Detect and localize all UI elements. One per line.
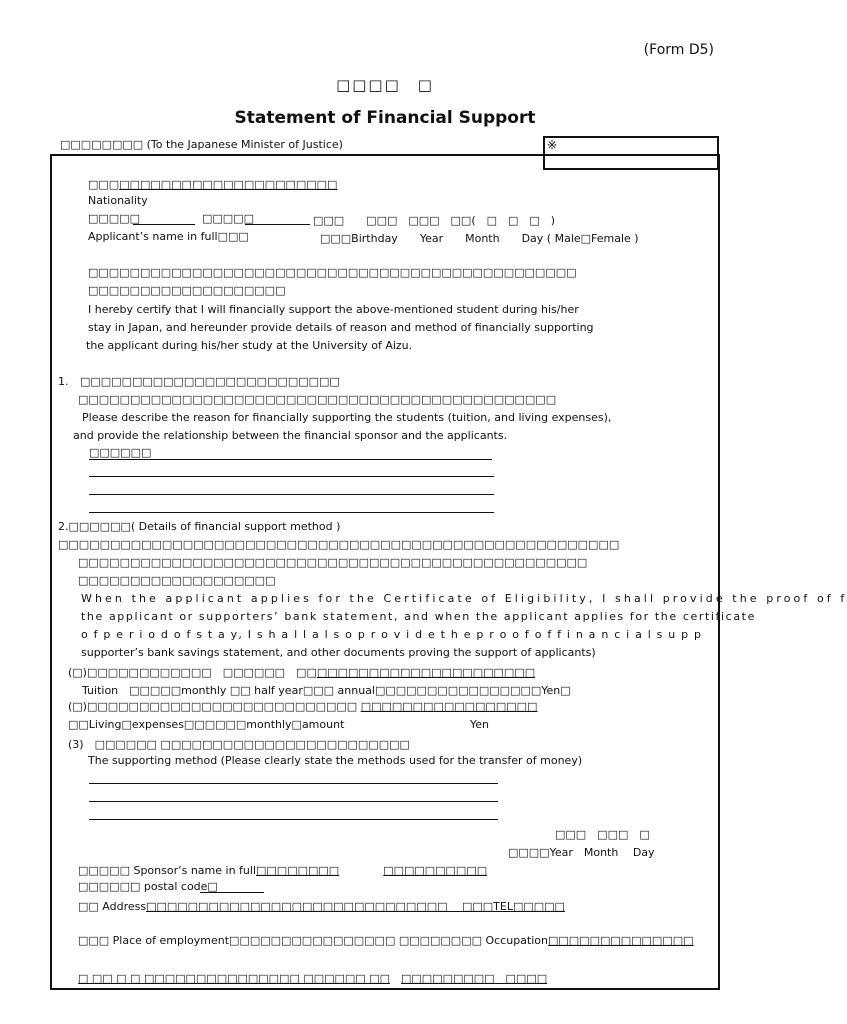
answer-line-1 — [89, 459, 492, 460]
name-underline-1 — [133, 224, 195, 225]
date-jp: □□□ □□□ □ — [555, 828, 650, 841]
section1-desc-jp: □□□□□□□□□□□□□□□□□□□□□□□□□□□□□□□□□□□□□□□□□□□□□□ — [78, 393, 557, 406]
name-underline-2 — [245, 224, 310, 225]
section1-desc-en-2: and provide the relationship between the financial sponsor and the applicants. — [73, 429, 508, 442]
nationality-label: Nationality — [88, 194, 148, 207]
answer-line-4 — [89, 512, 494, 513]
certify-en-3: the applicant during his/her study at the University of Aizu. — [86, 339, 413, 352]
section2-en-1: When the applicant applies for the Certificate of Eligibility, I shall provide the proof of f — [81, 592, 847, 605]
answer-line-3 — [89, 494, 494, 495]
section2-en-2: the applicant or supporters’ bank statement, and when the applicant applies for the certificate — [81, 610, 756, 623]
living-en: □□Living□expenses□□□□□□monthly□amount — [68, 718, 345, 731]
certify-jp-2: □□□□□□□□□□□□□□□□□□□ — [88, 284, 286, 297]
living-yen: Yen — [470, 718, 489, 731]
section1-desc-en-1: Please describe the reason for financially supporting the students (tuition, and living expenses), — [82, 411, 612, 424]
certify-en-1: I hereby certify that I will financially support the above-mentioned student during his/her — [88, 303, 579, 316]
method-line-3 — [89, 819, 498, 820]
section2-jp-3: □□□□□□□□□□□□□□□□□□□ — [78, 574, 276, 587]
nationality-jp: □□□□□□□□□□□□□□□□□□□□□□□□ — [88, 178, 338, 191]
name-jp-label-2: □□□□□ — [202, 212, 254, 225]
postal-code-label: □□□□□□ postal code□ — [78, 880, 218, 893]
birthday-label: □□□Birthday Year Month Day ( Male□Female ) — [320, 232, 639, 245]
section2-heading: 2.□□□□□□( Details of financial support method ) — [58, 520, 341, 533]
method-jp: (3) □□□□□□ □□□□□□□□□□□□□□□□□□□□□□□□ — [68, 738, 410, 751]
method-line-1 — [89, 783, 498, 784]
title-japanese: □□□□ □ — [336, 76, 434, 94]
section2-jp-2: □□□□□□□□□□□□□□□□□□□□□□□□□□□□□□□□□□□□□□□□□□□□□□□□□ — [78, 556, 588, 569]
relationship-line — [420, 983, 490, 984]
sponsor-address: □□ Address□□□□□□□□□□□□□□□□□□□□□□□□□□□□□ □□□TEL□□□□□ — [78, 900, 565, 913]
answer-line-2 — [89, 476, 494, 477]
method-en: The supporting method (Please clearly state the methods used for the transfer of money) — [88, 754, 583, 767]
sponsor-name: □□□□□ Sponsor’s name in full□□□□□□□□ □□□□□□□□□□ — [78, 864, 488, 877]
reference-mark: ※ — [547, 138, 558, 152]
date-en: □□□□Year Month Day — [508, 846, 655, 859]
birthdate-jp: □□□ □□□ □□□ □□( □ □ □ ) — [313, 214, 556, 227]
form-id: (Form D5) — [643, 42, 714, 58]
employment: □□□ Place of employment□□□□□□□□□□□□□□□□ □□□□□□□□ Occupation□□□□□□□□□□□□□□ — [78, 934, 694, 947]
certify-en-2: stay in Japan, and hereunder provide details of reason and method of financially supporting — [88, 321, 594, 334]
section1-answer-prefix: □□□□□□ — [89, 446, 152, 459]
applicant-name-label: Applicant’s name in full□□□ — [88, 230, 249, 243]
postal-code-line — [200, 892, 264, 893]
tel-line — [438, 911, 498, 912]
page-title: Statement of Financial Support — [234, 108, 536, 128]
tuition-jp: (□)□□□□□□□□□□□□ □□□□□□ □□□□□□□□□□□□□□□□□□□□□□□ — [68, 666, 536, 679]
section2-en-3: o f p e r i o d o f s t a y, I s h a l l a l s o p r o v i d e t h e p r o o f o f f i n a n c i a l s u p p — [81, 628, 703, 641]
tuition-en: Tuition □□□□□monthly □□ half year□□□ annual□□□□□□□□□□□□□□□□Yen□ — [82, 684, 571, 697]
section2-jp-1: □□□□□□□□□□□□□□□□□□□□□□□□□□□□□□□□□□□□□□□□□□□□□□□□□□□□□□ — [58, 538, 620, 551]
section1-heading-jp: □□□□□□□□□□□□□□□□□□□□□□□□□ — [80, 375, 340, 388]
addressee-line: □□□□□□□□ (To the Japanese Minister of Justice) — [60, 138, 343, 151]
method-line-2 — [89, 801, 498, 802]
section2-en-4: supporter’s bank savings statement, and other documents proving the support of applicants) — [81, 646, 596, 659]
name-jp-label: □□□□□ — [88, 212, 140, 225]
living-jp: (□)□□□□□□□□□□□□□□□□□□□□□□□□□□ □□□□□□□□□□□□□□□□□ — [68, 700, 538, 713]
sponsor-relationship: □ □□ □ □ □□□□□□□□□□□□□□□ □□□□□□ □□ □□□□□□□□□ □□□□ — [78, 972, 548, 985]
section1-number: 1. — [58, 375, 69, 388]
certify-jp-1: □□□□□□□□□□□□□□□□□□□□□□□□□□□□□□□□□□□□□□□□□□□□□□□ — [88, 266, 577, 279]
